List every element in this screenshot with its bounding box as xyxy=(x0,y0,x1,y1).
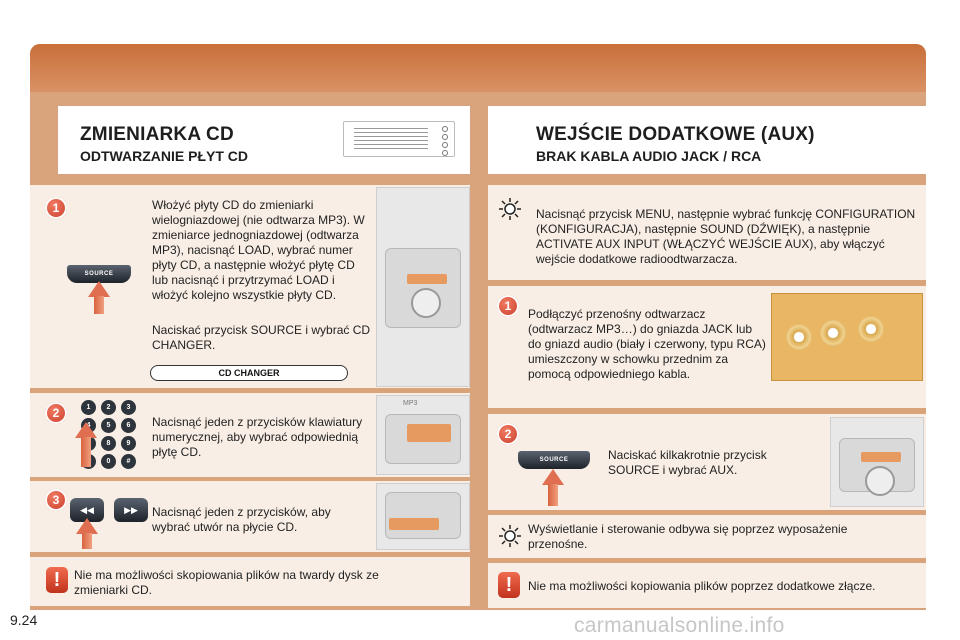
left-step1-text-b: Naciskać przycisk SOURCE i wybrać CD CHANGER. xyxy=(152,323,371,352)
keypad-key: 4 xyxy=(81,418,96,433)
keypad-key: 6 xyxy=(121,418,136,433)
keypad-key: # xyxy=(121,454,136,469)
radio-keypad-photo xyxy=(376,395,470,475)
step-badge-1: 1 xyxy=(45,197,67,219)
press-arrow-stem xyxy=(81,437,91,467)
press-arrow-icon xyxy=(88,281,110,297)
press-arrow-stem xyxy=(94,296,104,314)
press-arrow-stem xyxy=(548,484,558,506)
left-title: ZMIENIARKA CD xyxy=(80,124,234,145)
right-warning-panel xyxy=(488,563,926,608)
keypad-key: 3 xyxy=(121,400,136,415)
mp3-display-label: MP3 xyxy=(403,400,418,407)
keypad-key: 2 xyxy=(101,400,116,415)
keypad-key: 1 xyxy=(81,400,96,415)
numeric-keypad xyxy=(74,398,144,472)
left-step3-panel xyxy=(30,481,470,552)
right-tip2-text: Wyświetlanie i sterowanie odbywa się poprzez wyposażenie przenośne. xyxy=(528,522,848,551)
cd-changer-display-label: CD CHANGER xyxy=(150,365,348,381)
right-step1-panel xyxy=(488,286,926,408)
source-button: SOURCE xyxy=(518,451,590,469)
cd-changer-illustration xyxy=(343,121,455,157)
warning-exclamation-icon: ! xyxy=(46,567,68,593)
keypad-key: 5 xyxy=(101,418,116,433)
right-subtitle: BRAK KABLA AUDIO JACK / RCA xyxy=(536,148,762,164)
aux-jack-photo xyxy=(771,293,923,381)
page-number: 9.24 xyxy=(10,612,38,628)
left-warning-text: Nie ma możliwości skopiowania plików na twardy dysk ze zmieniarki CD. xyxy=(74,568,379,597)
top-banner xyxy=(30,44,926,92)
step-badge-2: 2 xyxy=(497,423,519,445)
press-arrow-stem xyxy=(82,533,92,549)
tip-bulb-icon xyxy=(498,197,522,221)
rca-jack-icon xyxy=(820,320,846,346)
step-badge-1: 1 xyxy=(497,295,519,317)
source-button: SOURCE xyxy=(67,265,131,283)
press-arrow-icon xyxy=(76,518,98,534)
watermark-text: carmanualsonline.info xyxy=(574,614,785,637)
right-header xyxy=(488,106,926,174)
seek-back-button: ◀◀ xyxy=(70,498,104,522)
left-step1-panel xyxy=(30,185,470,388)
jack-socket-icon xyxy=(858,316,884,342)
right-warning-text: Nie ma możliwości kopiowania plików poprzez dodatkowe złącze. xyxy=(528,579,876,593)
keypad-key: 9 xyxy=(121,436,136,451)
left-step3-text: Nacisnąć jeden z przycisków, aby wybrać utwór na płycie CD. xyxy=(152,505,331,534)
right-title: WEJŚCIE DODATKOWE (AUX) xyxy=(536,124,815,145)
left-subtitle: ODTWARZANIE PŁYT CD xyxy=(80,148,248,164)
seek-forward-button: ▶▶ xyxy=(114,498,148,522)
step-badge-2: 2 xyxy=(45,402,67,424)
right-step1-text: Podłączyć przenośny odtwarzacz (odtwarzacz MP3…) do gniazda JACK lub do gniazd audio (biały i czerwony, typu RCA) umieszczony w schowku przednim za pomocą odpowiedniego kabla. xyxy=(528,307,766,381)
tip-bulb-icon xyxy=(498,524,522,548)
keypad-key: 0 xyxy=(101,454,116,469)
radio-photo xyxy=(830,417,924,507)
left-warning-panel xyxy=(30,557,470,606)
left-step2-text: Nacisnąć jeden z przycisków klawiatury numerycznej, aby wybrać odpowiednią płytę CD. xyxy=(152,415,363,459)
press-arrow-icon xyxy=(75,422,97,438)
left-step1-text-a: Włożyć płyty CD do zmieniarki wielogniazdowej (nie odtwarza MP3). W zmieniarce jednogniazdowej (odtwarza MP3), nacisnąć LOAD, wybrać numer płyty CD, a następnie włożyć płytę CD lub nacisnąć i przytrzymać LOAD i włożyć kolejno wszystkie płyty CD. xyxy=(152,198,365,302)
step-badge-3: 3 xyxy=(45,489,67,511)
keypad-key: 8 xyxy=(101,436,116,451)
radio-seek-photo xyxy=(376,483,470,550)
right-tip1-text: Nacisnąć przycisk MENU, następnie wybrać funkcję CONFIGURATION (KONFIGURACJA), następnie SOUND (DŹWIĘK), a następnie ACTIVATE AUX INPUT (WŁĄCZYĆ WEJŚCIE AUX), aby włączyć wejście dodatkowe radioodtwarzacza. xyxy=(536,207,916,266)
right-tip1-panel xyxy=(488,185,926,280)
right-step2-panel xyxy=(488,414,926,510)
right-tip2-panel xyxy=(488,515,926,558)
rca-jack-icon xyxy=(786,324,812,350)
press-arrow-icon xyxy=(542,469,564,485)
warning-exclamation-icon: ! xyxy=(498,572,520,598)
radio-photo xyxy=(376,187,470,387)
right-step2-text: Naciskać kilkakrotnie przycisk SOURCE i wybrać AUX. xyxy=(608,448,767,477)
